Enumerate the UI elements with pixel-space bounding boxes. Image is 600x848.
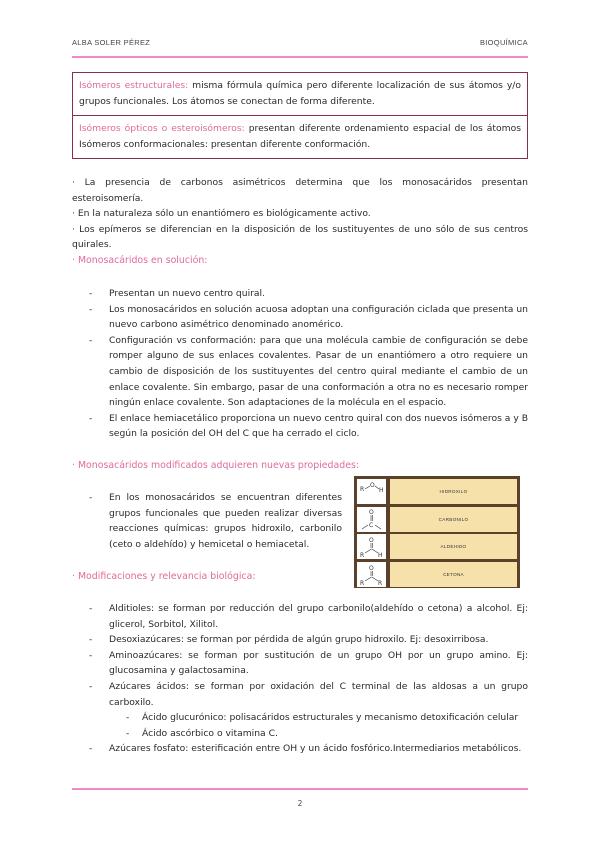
list-item: - Azúcares ácidos: se forman por oxidación del C terminal de las aldosas a un grupo carboxilo. [72,679,528,710]
section-title-modificados: · Monosacáridos modificados adquieren nuevas propiedades: [72,460,360,471]
functional-group-label: CETONA [390,562,517,587]
functional-group-row [357,507,517,532]
list-item: - Configuración vs conformación: para que una molécula cambie de configuración se debe romper alguno de sus enlaces covalentes. Pasar de un enantiómero a otro requiere un cambio de disposición de los sustituyentes del centro quiral mediante el cambio de un enlace covalente. Sin embargo, pasar de una conformación a otra no es necesario romper ningún enlace covalente. Son adaptaciones de la molécula en el espacio. [72,333,528,411]
functional-group-row [357,562,517,587]
hydroxyl-structure-icon [357,479,386,504]
section-title-relevancia: · Modificaciones y relevancia biológica: [72,571,256,582]
list-item: - Alditioles: se forman por reducción del grupo carbonilo(aldehído o cetona) a alcohol. Ej: glicerol, Sorbitol, Xilitol. [72,601,528,632]
page-header [72,38,528,52]
header-rule [72,56,528,58]
section-title-solucion: · Monosacáridos en solución: [72,255,208,266]
list-item: - Presentan un nuevo centro quiral. [72,286,528,302]
svg-text:R: R [378,579,383,587]
definition-term: Isómeros ópticos o esteroisómeros: [79,123,245,134]
list-item: - Aminoazúcares: se forman por sustitución de un grupo OH por un grupo amino. Ej: glucosamina y galactosamina. [72,648,528,679]
list-item: - El enlace hemiacetálico proporciona un nuevo centro quiral con dos nuevos isómeros a y B según la posición del OH del C que ha cerrado el ciclo. [72,411,528,442]
definitions-box [72,72,528,159]
fact-line: · En la naturaleza sólo un enantiómero es biológicamente activo. [72,208,371,220]
definition-optical [73,115,527,158]
functional-groups-table [354,476,520,588]
fact-line: · Los epímeros se diferencian en la disposición de los sustituyentes de uno sólo de sus centros quirales. [72,223,528,251]
list-item: - Azúcares fosfato: esterificación entre OH y un ácido fosfórico.Intermediarios metabólicos. [72,741,528,757]
definition-term: Isómeros estructurales: [79,80,189,91]
definition-text: presentan diferente ordenamiento espacial de los átomos Isómeros conformacionales: presentan diferente conformación. [79,123,521,150]
solucion-list [72,286,528,442]
sub-list-item: - Ácido ascórbico o vitamina C. [72,726,528,742]
definition-text: misma fórmula química pero diferente localización de sus átomos y/o grupos funcionales. Los átomos se conectan de forma diferente. [79,80,521,107]
svg-text:O: O [370,482,375,489]
svg-text:O: O [369,564,374,572]
ketone-structure-icon [357,562,386,587]
facts-list [72,175,528,253]
svg-text:R: R [360,579,365,587]
functional-group-label: ALDEHIDO [390,534,517,559]
list-item: - En los monosacáridos se encuentran diferentes grupos funcionales que pueden realizar diversas reacciones químicas: grupos hidroxilo, carbonilo (ceto o aldehído) y hemicetal o hemiacetal. [72,490,342,552]
svg-text:R: R [360,486,365,493]
fact-line: · La presencia de carbonos asimétricos determina que los monosacáridos presentan esteroisomería. [72,177,528,204]
aldehyde-structure-icon [357,534,386,559]
functional-group-row [357,534,517,559]
carbonyl-structure-icon [357,507,386,532]
footer-rule [72,788,528,790]
svg-text:C: C [369,521,374,529]
list-item: - Los monosacáridos en solución acuosa adoptan una configuración ciclada que presenta un nuevo carbono asimétrico denominado anomérico. [72,302,528,333]
page-number: 2 [297,799,303,808]
list-item: - Desoxiazúcares: se forman por pérdida de algún grupo hidroxilo. Ej: desoxirribosa. [72,632,528,648]
relevancia-list [72,601,528,757]
header-author: ALBA SOLER PÉREZ [72,38,151,47]
svg-text:H: H [379,487,384,494]
svg-text:O: O [369,537,374,544]
functional-group-label: HIDROXILO [390,479,517,504]
definition-structural [73,73,527,115]
svg-text:O: O [369,508,374,516]
header-subject: BIOQUÍMICA [479,38,528,47]
svg-text:H: H [378,552,383,559]
modificados-list [72,490,342,552]
svg-text:R: R [360,552,365,559]
sub-list-item: - Ácido glucurónico: polisacáridos estructurales y mecanismo detoxificación celular [72,710,528,726]
functional-group-label: CARBONILO [390,507,517,532]
functional-group-row [357,479,517,504]
